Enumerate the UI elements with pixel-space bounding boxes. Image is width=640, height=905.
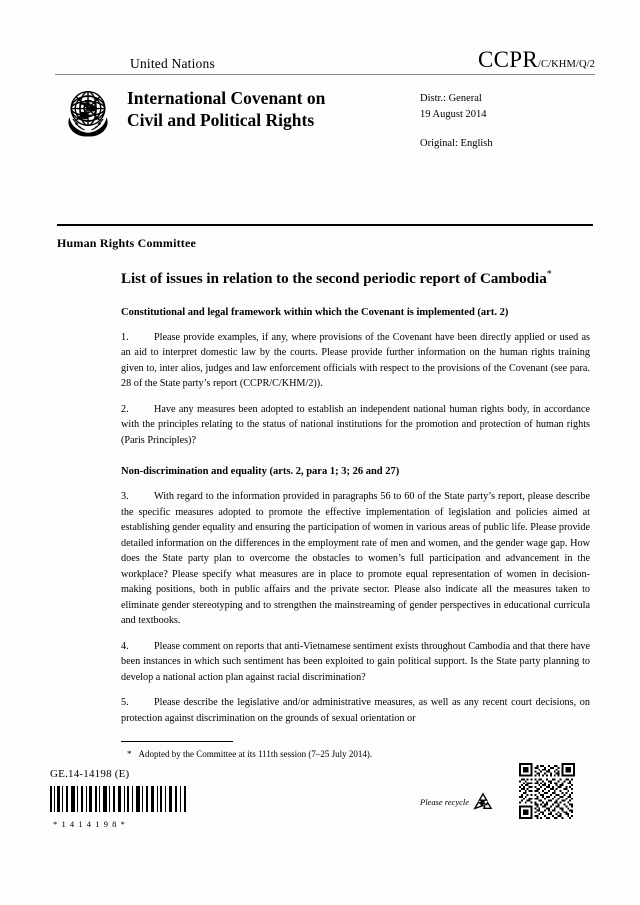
- un-emblem-icon: [55, 84, 121, 144]
- job-number: GE.14-14198 (E): [50, 768, 130, 780]
- paragraph-text: Please comment on reports that anti-Vietnamese sentiment exists throughout Cambodia and that there have been instances in which such sentiment has been exploited to gain political support. Is the State party planning to develop a national action plan against racial discrimination?: [121, 640, 590, 683]
- document-body: [121, 268, 590, 736]
- title-footnote-marker: *: [546, 269, 552, 280]
- page-title-text: List of issues in relation to the second periodic report of Cambodia: [121, 271, 547, 287]
- paragraph-number: 5.: [121, 697, 129, 709]
- qr-code-icon: [519, 763, 575, 819]
- footnote-text: Adopted by the Committee at its 111th session (7–25 July 2014).: [138, 749, 373, 759]
- page-title: [121, 268, 590, 290]
- document-symbol-main: CCPR: [477, 47, 538, 72]
- barcode: [50, 786, 190, 829]
- barcode-icon: [50, 786, 190, 812]
- distribution-block: [420, 84, 595, 151]
- paragraph: [121, 489, 590, 629]
- document-symbol-suffix: /C/KHM/Q/2: [537, 59, 595, 70]
- footnote-area: [121, 741, 590, 761]
- distribution-type: Distr.: General: [420, 93, 482, 104]
- paragraph-text: Please describe the legislative and/or administrative measures, as well as any recent court decisions, on protection against discrimination on the grounds of sexual orientation or: [121, 697, 590, 724]
- original-language: Original: English: [420, 137, 493, 149]
- masthead: [55, 48, 595, 151]
- section-divider: [57, 224, 593, 226]
- paragraph: [121, 695, 590, 726]
- masthead-top-row: [55, 48, 595, 72]
- covenant-title-line-2: Civil and Political Rights: [127, 110, 315, 131]
- paragraph-number: 4.: [121, 640, 129, 652]
- recycle-icon: [472, 792, 494, 812]
- paragraph: [121, 639, 590, 686]
- footnote-marker: *: [127, 749, 132, 759]
- recycle-label: Please recycle: [420, 797, 469, 807]
- footnote-divider: [121, 741, 233, 742]
- organization-name: United Nations: [130, 55, 215, 71]
- committee-name: Human Rights Committee: [57, 236, 197, 250]
- section-heading: Constitutional and legal framework within which the Covenant is implemented (art. 2): [121, 306, 509, 318]
- paragraph: [121, 402, 590, 449]
- section-heading: Non-discrimination and equality (arts. 2, para 1; 3; 26 and 27): [121, 466, 400, 478]
- covenant-title-line-1: International Covenant on: [127, 88, 326, 108]
- paragraph: [121, 330, 590, 392]
- masthead-divider: [55, 74, 595, 75]
- paragraph-text: Please provide examples, if any, where provisions of the Covenant have been directly applied or used as an aid to interpret domestic law by the courts. Please provide further information on the human rights training given to, inter alios, judges and law enforcement officials with respect to the provisions of the Covenant (see para. 28 of the State party’s report (CCPR/C/KHM/2)).: [121, 331, 590, 390]
- recycle-notice: [420, 792, 494, 812]
- barcode-digits: *1414198*: [53, 819, 130, 829]
- paragraph-number: 2.: [121, 403, 129, 415]
- document-date: 19 August 2014: [420, 108, 487, 120]
- footnote: [121, 748, 590, 761]
- qr-code: [519, 763, 575, 824]
- paragraph-text: Have any measures been adopted to establish an independent national human rights body, in accordance with the principles relating to the status of national institutions for the promotion and protection of human rights (Paris Principles)?: [121, 403, 590, 446]
- paragraph-number: 3.: [121, 491, 129, 503]
- covenant-title: [121, 84, 420, 132]
- paragraph-text: With regard to the information provided in paragraphs 56 to 60 of the State party’s report, please describe the specific measures adopted to promote the effective implementation of legislation and policies aimed at establishing gender equality and ensuring the participation of women in various areas of public life. Please provide detailed information on the differences in the employment rate of men and women, and the gender wage gap. How does the State party plan to overcome the obstacles to women’s full participation and advancement in the workplace? Please specify what measures are in place to promote equal representation of women in decision-making positions, both in public affairs and the private sector. Please also indicate all the measures taken to eliminate gender stereotyping and to strengthen the mainstreaming of gender perspectives in educational curricula and textbooks.: [121, 491, 590, 627]
- document-symbol: [478, 48, 595, 72]
- masthead-body-row: [55, 84, 595, 151]
- paragraph-number: 1.: [121, 331, 129, 343]
- distribution-spacer: [420, 123, 595, 136]
